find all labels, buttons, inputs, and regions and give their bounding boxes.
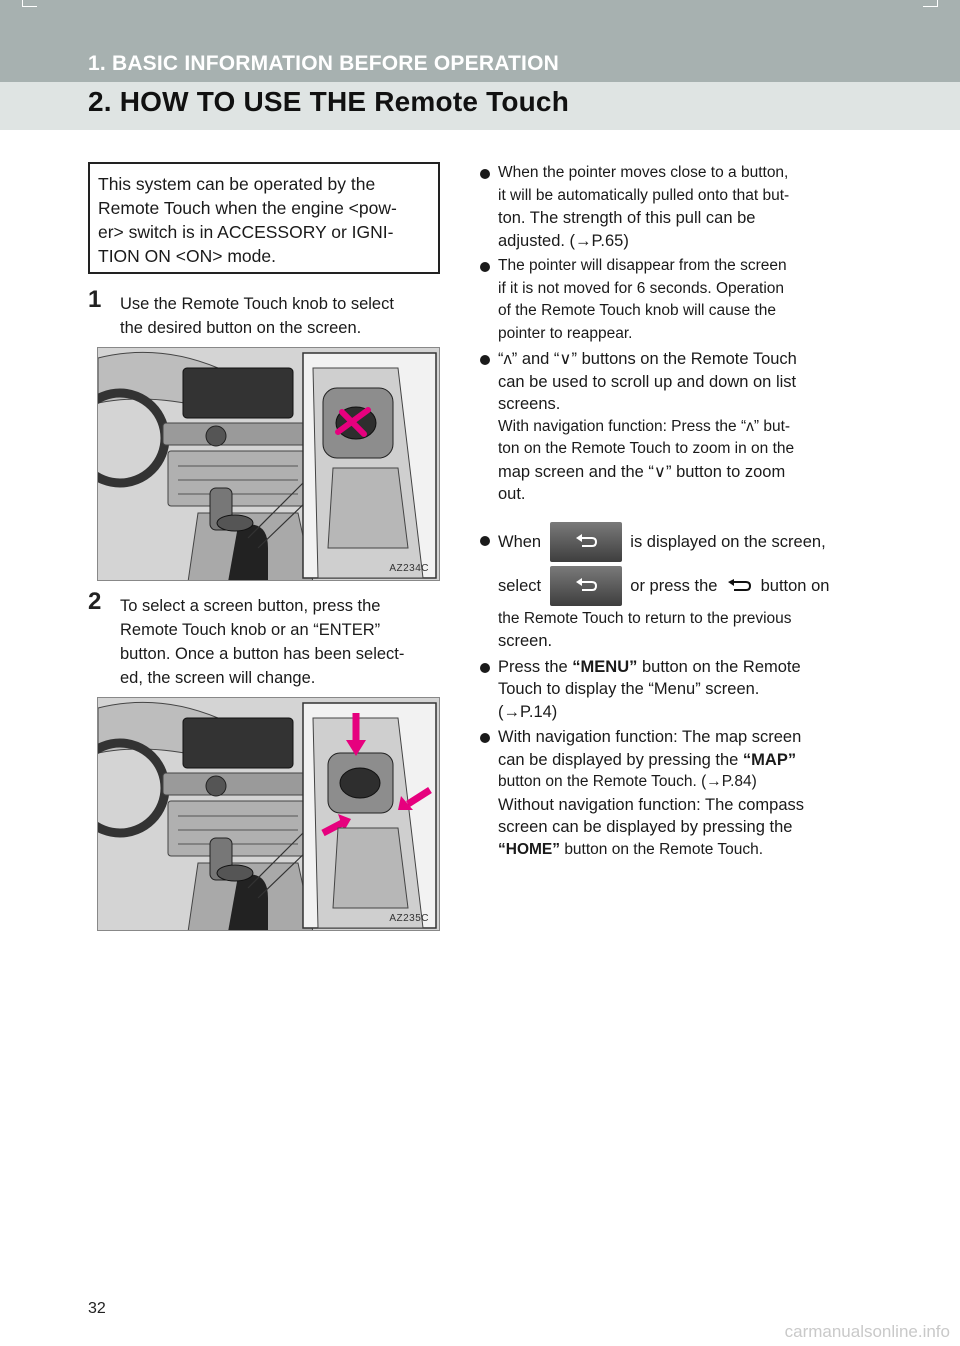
bullet-text: select bbox=[498, 576, 542, 595]
back-arrow-icon bbox=[574, 532, 598, 550]
bullet-line: map screen and the “∨” button to zoom bbox=[498, 462, 786, 481]
remote-touch-knob-figure bbox=[97, 347, 440, 581]
step-1 bbox=[88, 286, 450, 340]
bullet-dot bbox=[480, 663, 490, 673]
step-number: 2 bbox=[88, 588, 102, 615]
bullet-text: Press the bbox=[498, 657, 568, 676]
figure-code: AZ234C bbox=[389, 563, 429, 574]
bullet-line: button on the Remote Touch. (→P.84) bbox=[498, 773, 757, 790]
notes-column bbox=[480, 162, 842, 864]
bullet-line: When the pointer moves close to a button, bbox=[498, 164, 789, 181]
crop-mark-right bbox=[923, 0, 938, 7]
bullet-map-home bbox=[480, 726, 842, 861]
bullet-text: button on the Remote Touch. bbox=[564, 840, 764, 858]
info-line: Remote Touch when the engine <pow- bbox=[98, 198, 397, 218]
bullet-text: is displayed on the screen, bbox=[630, 532, 826, 551]
bullet-text: button on the Remote bbox=[641, 657, 801, 676]
bullet-pointer-pull bbox=[480, 162, 842, 252]
bullet-line: With navigation function: The map screen bbox=[498, 728, 802, 746]
watermark[interactable]: carmanualsonline.info bbox=[784, 1322, 950, 1341]
bullet-text: When bbox=[498, 532, 542, 551]
step-line: To select a screen button, press the bbox=[120, 597, 381, 615]
back-arrow-icon bbox=[574, 576, 598, 594]
step-number: 1 bbox=[88, 286, 102, 313]
bullet-line: adjusted. (→P.65) bbox=[498, 231, 629, 250]
enter-button-figure bbox=[97, 697, 440, 931]
bullet-text: button on bbox=[760, 576, 830, 595]
bullet-line: ton. The strength of this pull can be bbox=[498, 209, 756, 227]
bullet-text: can be displayed by pressing the bbox=[498, 750, 739, 769]
bullet-line: the Remote Touch to return to the previous bbox=[498, 609, 792, 627]
bullet-line: pointer to reappear. bbox=[498, 324, 633, 342]
figure-code: AZ235C bbox=[389, 913, 429, 924]
back-screen-button bbox=[550, 566, 622, 606]
bullet-dot bbox=[480, 536, 490, 546]
bullet-line: “ʌ” and “∨” buttons on the Remote Touch bbox=[498, 350, 797, 368]
step-line: the desired button on the screen. bbox=[120, 319, 362, 337]
menu-label: “MENU” bbox=[572, 657, 638, 676]
info-line: This system can be operated by the bbox=[98, 174, 376, 194]
crop-mark-left bbox=[22, 0, 37, 7]
bullet-dot bbox=[480, 733, 490, 743]
bullet-text: or press the bbox=[630, 576, 718, 595]
bullet-scroll-buttons bbox=[480, 348, 842, 506]
info-box bbox=[88, 162, 440, 274]
bullet-line: of the Remote Touch knob will cause the bbox=[498, 302, 777, 319]
map-label: “MAP” bbox=[742, 750, 797, 769]
bullet-line: can be used to scroll up and down on list bbox=[498, 372, 797, 391]
step-line: ed, the screen will change. bbox=[120, 669, 316, 687]
bullet-line: (→P.14) bbox=[498, 702, 558, 721]
step-line: button. Once a button has been select- bbox=[120, 645, 405, 663]
bullet-line: With navigation function: Press the “ʌ” but- bbox=[498, 417, 791, 435]
page-title: 2. HOW TO USE THE Remote Touch bbox=[88, 86, 570, 117]
bullet-line: ton on the Remote Touch to zoom in on the bbox=[498, 440, 795, 457]
bullet-line: Without navigation function: The compass bbox=[498, 795, 805, 814]
bullet-back-button bbox=[480, 520, 842, 653]
bullet-line: out. bbox=[498, 485, 526, 503]
bullet-line: it will be automatically pulled onto that but- bbox=[498, 186, 790, 204]
step-2 bbox=[88, 588, 450, 690]
section-title: 1. BASIC INFORMATION BEFORE OPERATION bbox=[88, 52, 559, 75]
bullet-line: Touch to display the “Menu” screen. bbox=[498, 680, 760, 698]
bullet-dot bbox=[480, 355, 490, 365]
bullet-line: screens. bbox=[498, 395, 561, 413]
bullet-line: screen can be displayed by pressing the bbox=[498, 818, 793, 836]
bullet-dot bbox=[480, 262, 490, 272]
step-line: Remote Touch knob or an “ENTER” bbox=[120, 621, 381, 639]
bullet-line: if it is not moved for 6 seconds. Operation bbox=[498, 279, 785, 297]
back-screen-button bbox=[550, 522, 622, 562]
bullet-dot bbox=[480, 169, 490, 179]
car-interior-illustration bbox=[98, 698, 440, 931]
car-interior-illustration bbox=[98, 348, 440, 581]
home-label: “HOME” bbox=[498, 840, 560, 858]
bullet-line: screen. bbox=[498, 632, 553, 650]
info-line: TION ON <ON> mode. bbox=[98, 246, 276, 266]
back-arrow-icon bbox=[726, 579, 752, 593]
bullet-line: The pointer will disappear from the screen bbox=[498, 257, 787, 274]
bullet-pointer-disappear bbox=[480, 255, 842, 345]
step-line: Use the Remote Touch knob to select bbox=[120, 295, 394, 313]
bullet-menu-button bbox=[480, 656, 842, 724]
info-line: er> switch is in ACCESSORY or IGNI- bbox=[98, 222, 394, 242]
page-number: 32 bbox=[88, 1300, 106, 1317]
